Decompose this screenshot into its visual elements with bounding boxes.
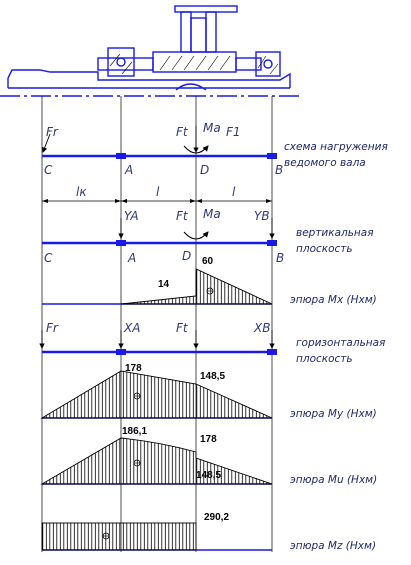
label-ya: YA bbox=[124, 209, 139, 223]
label-f1-top: F1 bbox=[226, 125, 241, 139]
vertical-plane-scheme bbox=[42, 218, 277, 246]
label-a-2: A bbox=[128, 251, 137, 265]
shaft-hatching bbox=[110, 54, 278, 74]
label-ma-top: Ma bbox=[203, 121, 221, 135]
loading-scheme bbox=[42, 126, 277, 159]
epure-mx bbox=[42, 269, 272, 304]
value-my-a: 178 bbox=[125, 363, 142, 374]
caption-vertical-2: плоскость bbox=[296, 243, 353, 255]
caption-scheme-1: схема нагружения bbox=[284, 141, 388, 153]
label-d-1: D bbox=[200, 163, 210, 177]
label-ma-vert: Ma bbox=[203, 207, 221, 221]
label-ft-horiz: Ft bbox=[176, 321, 188, 335]
label-b-2: B bbox=[276, 251, 285, 265]
caption-horizontal-2: плоскость bbox=[296, 353, 353, 365]
value-mz: 290,2 bbox=[204, 512, 230, 523]
epure-mz bbox=[42, 523, 272, 550]
value-mu-d-top: 178 bbox=[200, 434, 217, 445]
dim-l-1: l bbox=[156, 185, 160, 199]
label-ft-vert: Ft bbox=[176, 209, 188, 223]
caption-vertical-1: вертикальная bbox=[296, 227, 374, 239]
label-fr-top: Fr bbox=[46, 125, 58, 139]
label-a-1: A bbox=[125, 163, 134, 177]
label-c-1: C bbox=[44, 163, 53, 177]
label-yb: YB bbox=[254, 209, 270, 223]
epure-my bbox=[42, 371, 272, 418]
value-mu-a: 186,1 bbox=[122, 426, 148, 437]
value-my-d: 148,5 bbox=[200, 371, 226, 382]
label-b-1: B bbox=[275, 163, 284, 177]
epure-mu bbox=[42, 438, 272, 484]
caption-scheme-2: ведомого вала bbox=[284, 157, 366, 169]
value-mx-left: 14 bbox=[158, 279, 170, 290]
caption-epure-mz: эпюра Mz (Нхм) bbox=[290, 540, 377, 552]
dim-lk: lк bbox=[76, 185, 87, 199]
horizontal-plane-scheme bbox=[42, 330, 277, 355]
shaft-drawing bbox=[8, 6, 290, 90]
caption-horizontal-1: горизонтальная bbox=[296, 337, 386, 349]
dim-l-2: l bbox=[232, 185, 236, 199]
label-d-2: D bbox=[182, 249, 192, 263]
label-xa: XA bbox=[124, 321, 141, 335]
value-mu-d-bottom: 148,5 bbox=[196, 470, 222, 481]
caption-epure-my: эпюра My (Нхм) bbox=[290, 408, 377, 420]
label-c-2: C bbox=[44, 251, 53, 265]
label-xb: XB bbox=[254, 321, 271, 335]
caption-epure-mu: эпюра Mu (Нхм) bbox=[290, 474, 378, 486]
dimension-line bbox=[42, 199, 272, 203]
caption-epure-mx: эпюра Mx (Нхм) bbox=[290, 294, 377, 306]
label-ft-top: Ft bbox=[176, 125, 188, 139]
value-mx-peak: 60 bbox=[202, 256, 214, 267]
label-fr-horiz: Fr bbox=[46, 321, 58, 335]
